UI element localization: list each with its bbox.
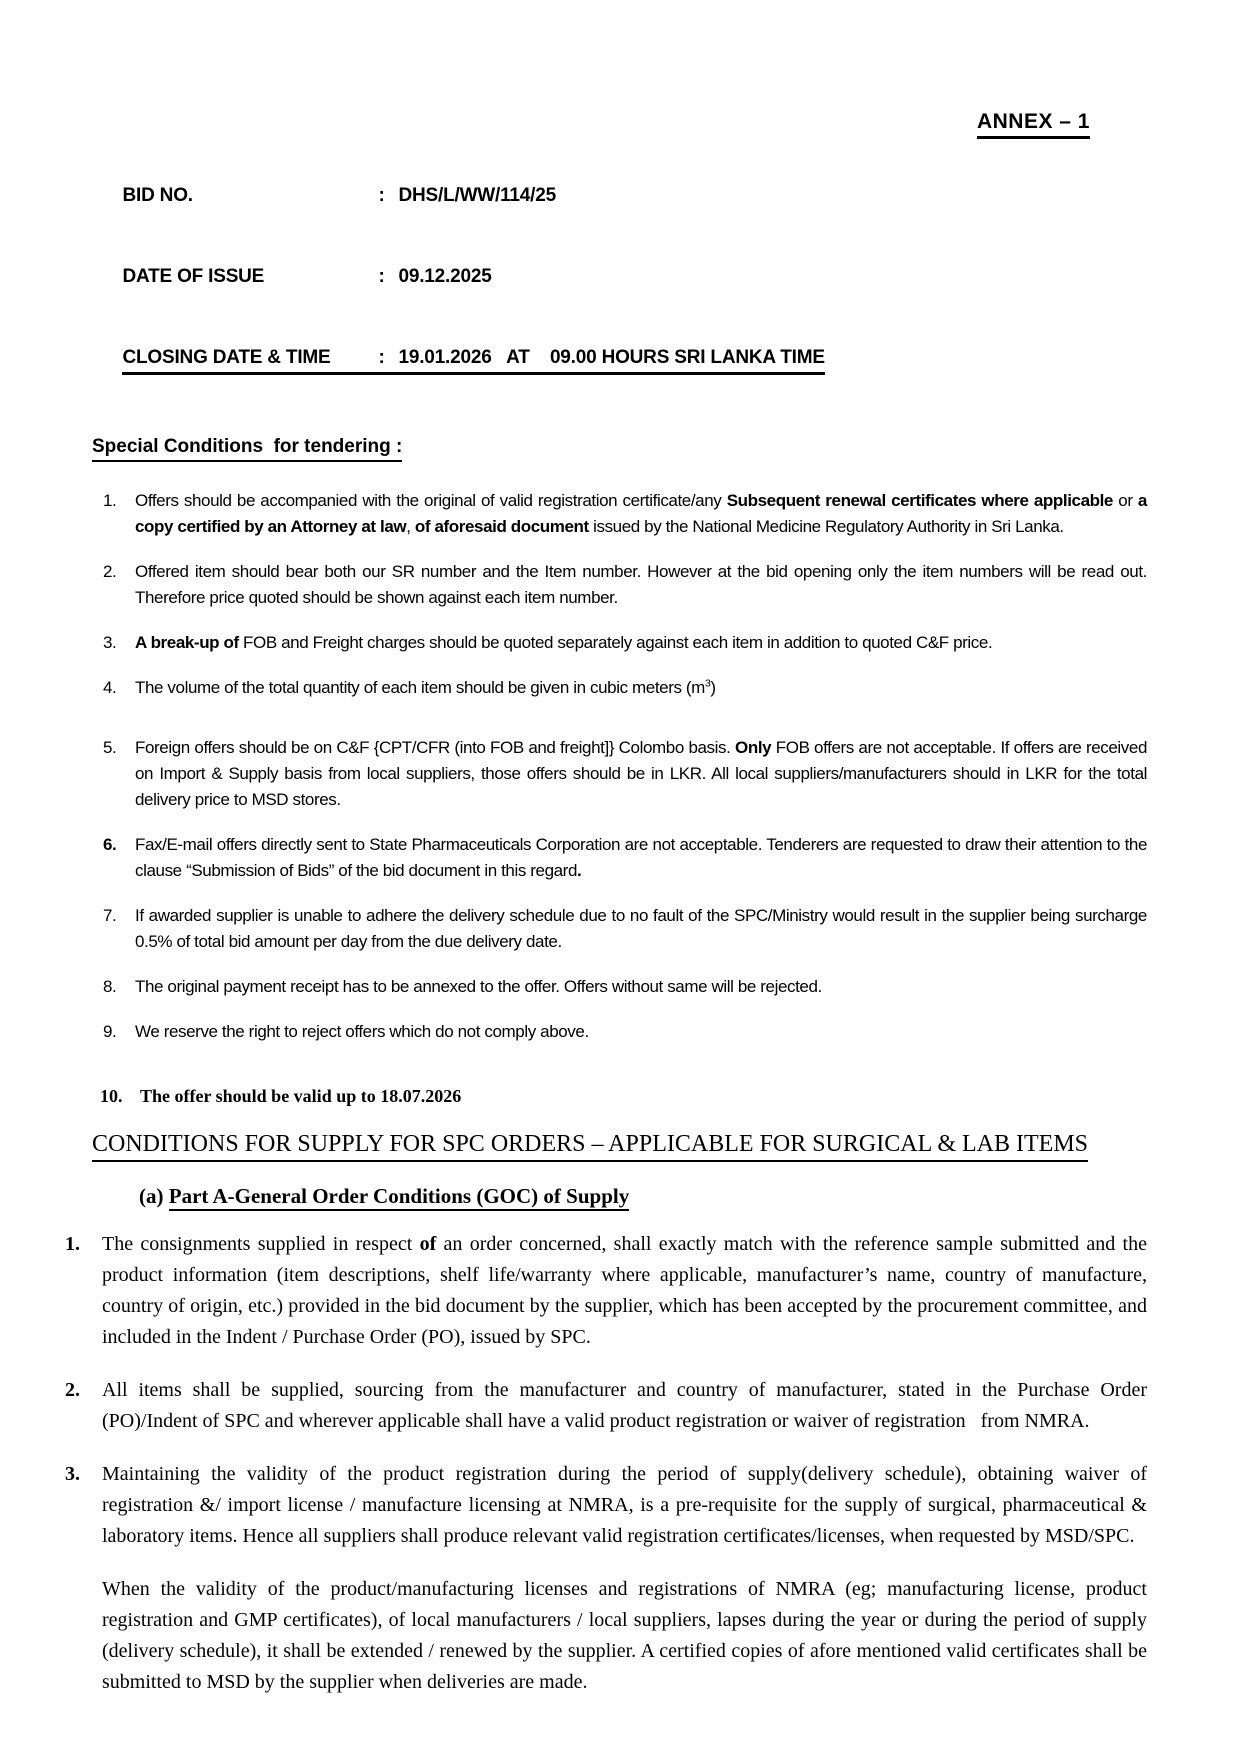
bid-no-label: BID NO.	[122, 185, 193, 206]
goc-item-2	[65, 1375, 1152, 1437]
special-condition-item-4	[103, 675, 1147, 701]
item-number: 1.	[103, 491, 117, 510]
item-number: 7.	[103, 906, 117, 925]
item-number: 4.	[103, 678, 117, 697]
item-number: 6.	[103, 835, 117, 854]
item-text: The volume of the total quantity of each item should be given in cubic meters $(m^3)$	[135, 677, 716, 697]
colon-separator: :	[378, 185, 385, 206]
colon-separator: :	[378, 347, 385, 368]
bid-no-row	[92, 155, 1147, 236]
part-a-heading-row	[139, 1184, 1147, 1209]
special-condition-item-9	[103, 1019, 1147, 1045]
item-number: 1.	[65, 1233, 80, 1255]
closing-date-label: CLOSING DATE & TIME	[122, 347, 331, 368]
item-text: If awarded supplier is unable to adhere the delivery schedule due to no fault of the SPC/Ministry would result in the supplier being surcharge 0.5% of total bid amount per day from the due delivery date.	[135, 906, 1152, 951]
bid-no-value: DHS/L/WW/114/25	[398, 185, 556, 206]
special-condition-item-5	[103, 735, 1152, 813]
item-text: All items shall be supplied, sourcing from the manufacturer and country of manufacturer, stated in the Purchase Order (PO)/Indent of SPC and wherever applicable shall have a valid product registration or waiver of registration from NMRA.	[102, 1379, 1152, 1432]
item-text: A break-up of FOB and Freight charges should be quoted separately against each item in addition to quoted C&F price.	[135, 633, 993, 652]
closing-paragraph: When the validity of the product/manufacturing licenses and registrations of NMRA (eg; manufacturing license, product registration and GMP certificates), of local manufacturers / local suppliers, lapses during the year or during the period of supply (delivery schedule), it shall be extended / renewed by the supplier. A certified copies of afore mentioned valid certificates shall be submitted to MSD by the supplier when deliveries are made.	[102, 1578, 1152, 1693]
date-of-issue-label: DATE OF ISSUE	[122, 266, 265, 287]
annex-heading: ANNEX – 1	[977, 110, 1090, 139]
item-number: 3.	[103, 633, 117, 652]
goc-item-1	[65, 1229, 1152, 1353]
item-number: 2.	[103, 562, 117, 581]
date-of-issue-row	[92, 236, 1147, 317]
part-a-heading: Part A-General Order Conditions (GOC) of Supply	[169, 1184, 629, 1211]
special-conditions-heading-row	[92, 436, 1147, 462]
item-text: The offer should be valid up to 18.07.2026	[140, 1086, 462, 1106]
supply-conditions-heading: CONDITIONS FOR SUPPLY FOR SPC ORDERS – APPLICABLE FOR SURGICAL & LAB ITEMS	[92, 1131, 1088, 1162]
item-number: 5.	[103, 738, 117, 757]
special-condition-item-1	[103, 488, 1152, 540]
item-number: 3.	[65, 1463, 80, 1485]
item-text: Fax/E-mail offers directly sent to State Pharmaceuticals Corporation are not acceptable. Tenderers are requested to draw their attention to the clause “Submission of Bids” of the bid document in this regard.	[135, 835, 1152, 880]
special-condition-item-10	[100, 1083, 1147, 1109]
item-number: 10.	[100, 1086, 123, 1106]
closing-date-row	[92, 317, 1147, 402]
special-condition-item-2	[103, 559, 1156, 611]
colon-separator: :	[378, 266, 385, 287]
item-number: 9.	[103, 1022, 117, 1041]
item-text: Maintaining the validity of the product registration during the period of supply(delivery schedule), obtaining waiver of registration &/ import license / manufacture licensing at NMRA, is a pre-requisite for the supply of surgical, pharmaceutical & laboratory items. Hence all suppliers shall produce relevant valid registration certificates/licenses, when requested by MSD/SPC.	[102, 1463, 1152, 1547]
item-number: 2.	[65, 1379, 80, 1401]
item-text: Offered item should bear both our SR number and the Item number. However at the bid opening only the item numbers will be read out. Therefore price quoted should be shown against each item number.	[135, 562, 1156, 607]
date-of-issue-value: 09.12.2025	[398, 266, 492, 287]
special-condition-item-7	[103, 903, 1152, 955]
annex-heading-row	[92, 110, 1147, 139]
part-a-label: (a)	[139, 1184, 164, 1208]
special-condition-item-8	[103, 974, 1147, 1000]
special-conditions-heading: Special Conditions for tendering :	[92, 436, 402, 462]
supply-conditions-heading-row	[92, 1131, 1147, 1162]
closing-date-value: 19.01.2026 AT 09.00 HOURS SRI LANKA TIME	[398, 347, 825, 368]
closing-date-underlined	[122, 344, 824, 375]
item-text: The original payment receipt has to be annexed to the offer. Offers without same will be rejected.	[135, 977, 822, 996]
item-text: Offers should be accompanied with the original of valid registration certificate/any Subsequent renewal certificates where applicable or a copy certified by an Attorney at law, of aforesaid document issued by the National Medicine Regulatory Authority in Sri Lanka.	[135, 491, 1152, 536]
item-text: We reserve the right to reject offers which do not comply above.	[135, 1022, 589, 1041]
item-number: 8.	[103, 977, 117, 996]
item-text: The consignments supplied in respect of an order concerned, shall exactly match with the reference sample submitted and the product information (item descriptions, shelf life/warranty where applicable, manufacturer’s name, country of manufacture, country of origin, etc.) provided in the bid document by the supplier, which has been accepted by the procurement committee, and included in the Indent / Purchase Order (PO), issued by SPC.	[102, 1233, 1152, 1348]
bid-header-block	[92, 155, 1147, 402]
item-text: Foreign offers should be on C&F {CPT/CFR (into FOB and freight]} Colombo basis. Only FOB offers are not acceptable. If offers are received on Import & Supply basis from local suppliers, those offers should be in LKR. All local suppliers/manufacturers should in LKR for the total delivery price to MSD stores.	[135, 738, 1152, 809]
special-condition-item-6	[103, 832, 1152, 884]
goc-item-3	[65, 1459, 1152, 1552]
special-condition-item-3	[103, 630, 1147, 656]
